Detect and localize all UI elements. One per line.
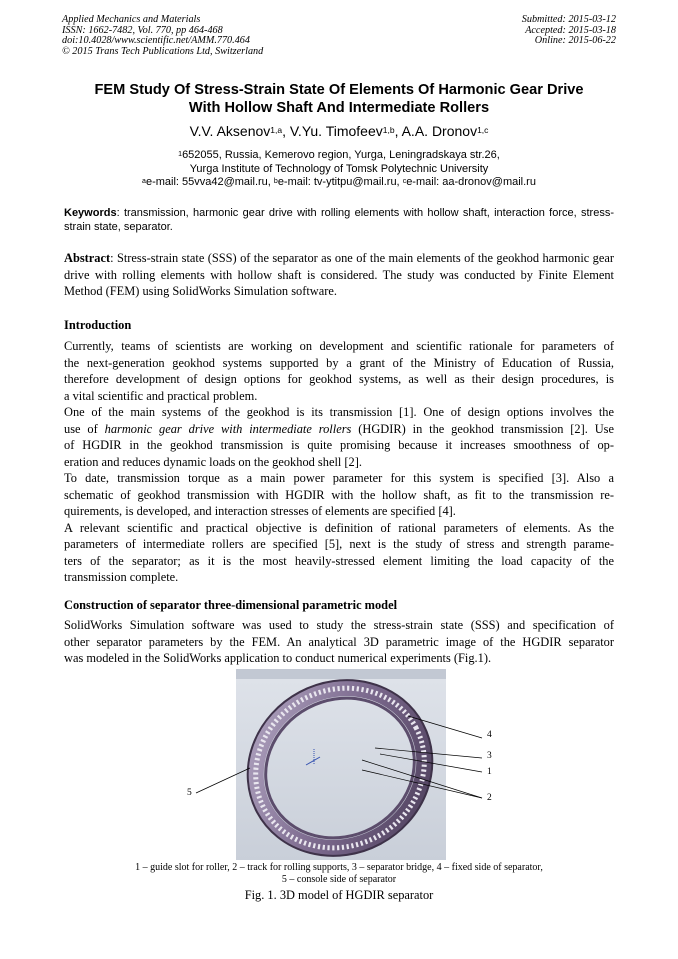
email-mark: b: [273, 178, 278, 185]
affiliation: [40, 149, 638, 190]
author-name: V.Yu. Timofeev: [289, 123, 383, 139]
accepted-date: Accepted: 2015-03-18: [525, 24, 616, 36]
text-line: the next-generation geokhod systems supported by a grant of the Ministry of Education of Russia,: [64, 355, 614, 370]
keywords-label: Keywords: [64, 207, 117, 219]
text-line: was modeled in the SolidWorks application to conduct numerical experiments (Fig.1).: [64, 651, 492, 665]
callout-5: 5: [187, 788, 192, 798]
text-line: parameters of intermediate rollers are specified [5], next is the study of stress and strength parame-: [64, 537, 614, 551]
text-line: One of the main systems of the geokhod is its transmission [1]. One of design options involves the: [64, 405, 614, 419]
callout-2: 2: [487, 793, 492, 803]
paper-title: [40, 81, 638, 117]
callout-1: 1: [487, 767, 492, 777]
email-mark: c: [402, 178, 407, 185]
text-line: therefore development of design options for geokhod systems, as well as their design procedures, is: [64, 372, 614, 386]
affiliation-emails: [40, 176, 638, 190]
abstract-label: Abstract: [64, 251, 111, 265]
text-line: of HGDIR in the geokhod transmission is quite promising because it increases smoothness of op-: [64, 438, 614, 452]
separator-3d-model: [236, 669, 446, 860]
author-list: V.V. Aksenov$^{1,a}$, V.Yu. Timofeev$^{1,b}$, A.A. Dronov$^{1,c}$: [189, 123, 489, 139]
dates-header: [522, 15, 616, 47]
submitted-date: Submitted: 2015-03-12: [521, 14, 616, 25]
journal-issn: ISSN: 1662-7482, Vol. 770, pp 464-468: [62, 24, 223, 36]
text-line: transmission complete.: [64, 570, 179, 584]
text-line: A relevant scientific and practical objective is definition of rational parameters of elements. As the: [64, 520, 614, 535]
email-address: e-mail: tv-ytitpu@mail.ru,: [277, 176, 400, 188]
section-heading-construction: Construction of separator three-dimensional parametric model: [64, 598, 398, 612]
italic-term: harmonic gear drive with intermediate rollers: [104, 421, 352, 436]
callout-4: 4: [487, 730, 492, 740]
text-line: quirements, is developed, and interaction stresses of elements are specified [4].: [64, 504, 456, 518]
text-line: To date, transmission torque as a main power parameter for this system is specified [3]. Also a: [64, 471, 614, 485]
email-address: e-mail: aa-dronov@mail.ru: [406, 176, 536, 188]
text-line: Currently, teams of scientists are working on development and scientific rationale for parameters of: [64, 339, 614, 353]
journal-doi: doi:10.4028/www.scientific.net/AMM.770.464: [62, 35, 250, 47]
text-line: a vital scientific and practical problem.: [64, 388, 258, 403]
online-date: Online: 2015-06-22: [534, 35, 616, 47]
journal-header: [62, 15, 263, 57]
text-line: other separator parameters by the FEM. An analytical 3D parametric image of the HGDIR separator: [64, 634, 614, 649]
text-line: use of harmonic gear drive with intermediate rollers (HGDIR) in the geokhod transmission [2]. Use: [64, 421, 614, 436]
affiliation-address-line: [40, 149, 638, 163]
figure-1-image: [236, 669, 446, 860]
author-affiliation-mark: 1,a: [270, 125, 283, 135]
keywords-text: : transmission, harmonic gear drive with rolling elements with hollow shaft, interaction force, stress-strain state, separator.: [64, 207, 614, 233]
text-line: SolidWorks Simulation software was used to study the stress-strain state (SSS) and specification of: [64, 618, 614, 632]
email-address: e-mail: 55vva42@mail.ru,: [145, 176, 271, 188]
paper-title-line-2: With Hollow Shaft And Intermediate Rollers: [188, 100, 490, 116]
journal-copyright: © 2015 Trans Tech Publications Ltd, Switzerland: [62, 45, 264, 57]
email-mark: a: [142, 178, 146, 185]
introduction-body: [64, 338, 614, 586]
affiliation-mark: 1: [178, 151, 183, 158]
author-affiliation-mark: 1,c: [477, 125, 489, 135]
text-line: ters of the separator; as it is the most heavily-stressed element limiting the load capacity of the: [64, 553, 614, 568]
affiliation-address: 652055, Russia, Kemerovo region, Yurga, Leningradskaya str.26,: [182, 149, 500, 161]
section-heading-introduction: Introduction: [64, 318, 132, 332]
abstract: [64, 250, 614, 300]
journal-name: Applied Mechanics and Materials: [62, 14, 201, 25]
text-line: schematic of geokhod transmission with HGDIR with the hollow shaft, as fit to the transmission re-: [64, 487, 614, 502]
affiliation-institute: Yurga Institute of Technology of Tomsk Polytechnic University: [189, 162, 489, 175]
callout-3: 3: [487, 751, 492, 761]
figure-caption: Fig. 1. 3D model of HGDIR separator: [244, 888, 434, 902]
paper-title-line-1: FEM Study Of Stress-Strain State Of Elements Of Harmonic Gear Drive: [94, 82, 584, 98]
keywords: [64, 207, 614, 234]
abstract-text: : Stress-strain state (SSS) of the separator as one of the main elements of the geokhod harmonic gear drive with rolling elements with hollow shaft is considered. The study was conducted by Finite Element Method (FEM) using SolidWorks Simulation software.: [64, 251, 614, 298]
text-line: eration and reduces dynamic loads on the geokhod shell [2].: [64, 454, 362, 469]
figure-legend: [64, 862, 614, 886]
author-affiliation-mark: 1,b: [382, 125, 395, 135]
figure-legend-line-1: 1 – guide slot for roller, 2 – track for rolling supports, 3 – separator bridge, 4 – fixed side of separator,: [135, 862, 543, 873]
author-name: A.A. Dronov: [401, 123, 478, 139]
construction-body: [64, 617, 614, 667]
author-name: V.V. Aksenov: [189, 123, 271, 139]
figure-legend-line-2: 5 – console side of separator: [281, 874, 397, 885]
toolbar-strip: [236, 669, 446, 679]
